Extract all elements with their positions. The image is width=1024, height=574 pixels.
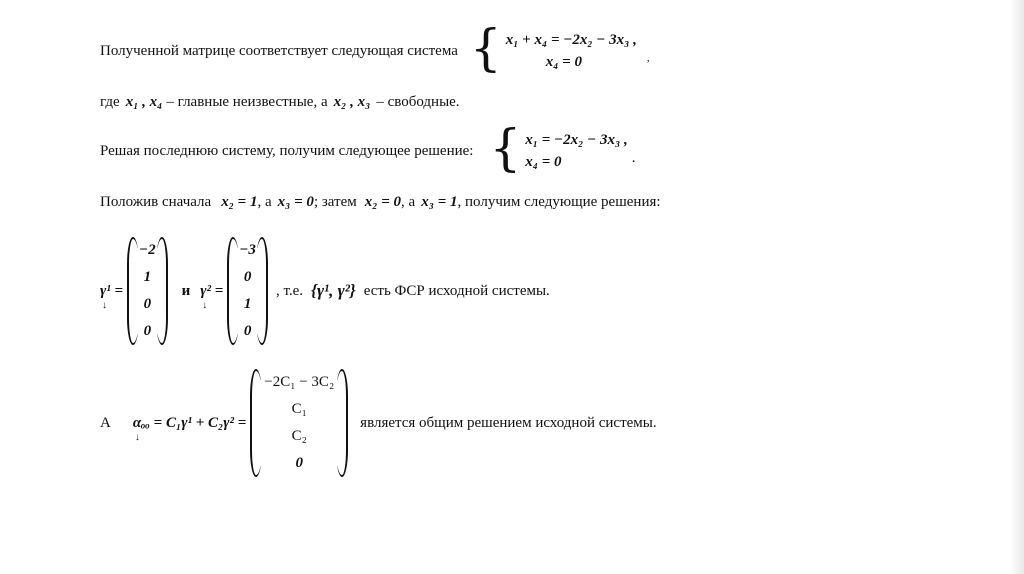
system-1-eq-1: x₁ + x₄ = −2x₂ − 3x₃ , (505, 32, 637, 48)
line-2-prefix: где (100, 93, 120, 110)
gamma-1-vector (127, 237, 168, 345)
gamma-1-entry: 0 (143, 323, 152, 339)
line-1-text: Полученной матрице соответствует следующая система (100, 42, 458, 59)
line-4-text-5: , получим следующие решения: (457, 193, 661, 210)
line-4-text-1: Положив сначала (100, 193, 212, 210)
line-1 (100, 19, 650, 78)
gamma-2-entry: 0 (243, 323, 252, 339)
system-2-eq-1: x₁ = −2x₂ − 3x₃ , (525, 132, 628, 148)
condition-4: x₃ = 1 (421, 193, 458, 210)
system-1 (506, 29, 637, 73)
line-4 (100, 190, 661, 214)
te-text: , т.е. (275, 282, 304, 299)
condition-1: x₂ = 1 (221, 193, 258, 210)
page-edge-shadow (1010, 0, 1024, 574)
system-brace: { (469, 19, 502, 77)
general-solution-vector (250, 369, 348, 477)
general-entry: −2C₁ − 3C₂ (264, 374, 335, 390)
line-3 (100, 119, 636, 178)
line-4-text-2: , а (257, 193, 272, 210)
general-entry: C₂ (291, 428, 307, 444)
gamma-1-label: γ¹ = ↓ (100, 282, 124, 311)
line-3-trail: . (631, 149, 636, 166)
gamma-2-label: γ² = ↓ (200, 282, 224, 311)
gamma-2-vector (227, 237, 268, 345)
solution-brace: { (489, 119, 522, 177)
underarrow-icon: ↓ (102, 299, 107, 311)
general-solution-lhs: αₒₒ = C₁γ¹ + C₂γ² = ↓ (132, 414, 247, 443)
gamma-2-entry: −3 (239, 242, 256, 258)
fsr-set: {γ¹, γ²} (311, 281, 356, 300)
line-6 (100, 364, 657, 482)
line-5 (100, 232, 550, 350)
fsr-text: есть ФСР исходной системы. (363, 282, 550, 299)
gamma-1-entry: −2 (139, 242, 156, 258)
general-entry: 0 (295, 455, 303, 471)
line-1-trail: , (646, 52, 650, 64)
line-3-text: Решая последнюю систему, получим следующее решение: (100, 142, 474, 159)
free-variables: x₂ , x₃ (333, 93, 371, 110)
line-4-text-4: , а (401, 193, 416, 210)
gamma-2-entry: 0 (243, 269, 252, 285)
underarrow-icon: ↓ (202, 299, 208, 311)
system-2 (525, 129, 627, 173)
conjunction: и (181, 282, 191, 299)
condition-3: x₂ = 0 (364, 193, 402, 210)
system-2-eq-2: x₄ = 0 (525, 154, 562, 170)
line-2-middle: – главные неизвестные, а (166, 93, 328, 110)
condition-2: x₃ = 0 (277, 193, 314, 210)
underarrow-icon: ↓ (134, 431, 140, 443)
main-variables: x₁ , x₄ (125, 93, 163, 110)
system-1-eq-2: x₄ = 0 (545, 54, 582, 70)
general-entry: C₁ (291, 401, 307, 417)
gamma-1-entry: 1 (143, 269, 152, 285)
line-2 (100, 90, 460, 114)
line-2-suffix: – свободные. (376, 93, 460, 110)
gamma-2-entry: 1 (243, 296, 252, 312)
gamma-1-entry: 0 (143, 296, 152, 312)
line-6-prefix: А (100, 414, 111, 431)
line-4-text-3: ; затем (313, 193, 357, 210)
line-6-suffix: является общим решением исходной системы. (360, 414, 657, 431)
